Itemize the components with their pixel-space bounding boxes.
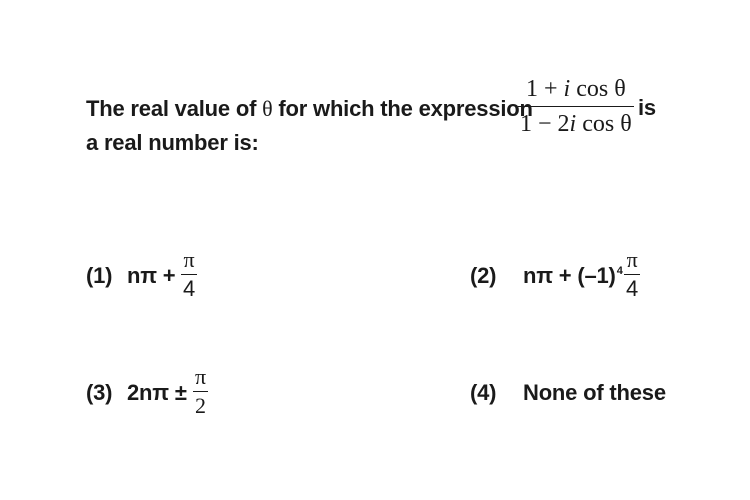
option-2-number[interactable]: (2): [470, 263, 497, 288]
option-3-frac-den: 2: [195, 393, 207, 418]
option-4-text[interactable]: None of these: [523, 380, 666, 405]
option-4-number[interactable]: (4): [470, 380, 497, 405]
expression-denominator: [518, 107, 634, 136]
question-suffix: for which the expression: [272, 96, 533, 121]
option-2-frac-den: 4: [626, 276, 639, 301]
denominator-imaginary-unit: i: [569, 111, 577, 137]
option-3-text[interactable]: 2nπ ±: [127, 380, 187, 405]
question-trailing-word: is: [638, 95, 656, 120]
question-line-2: a real number is:: [86, 130, 259, 155]
option-2-main: nπ + (–1): [523, 263, 616, 288]
option-2-fraction: [624, 249, 640, 300]
option-1-fraction: [181, 249, 197, 300]
option-1-frac-den: 4: [183, 276, 196, 301]
option-2-frac-num: π: [626, 247, 638, 272]
expression-numerator: [524, 77, 628, 106]
option-3-number[interactable]: (3): [86, 380, 113, 405]
theta-symbol: θ: [262, 96, 273, 121]
option-3-frac-num: π: [195, 364, 207, 389]
option-1-number[interactable]: (1): [86, 263, 113, 288]
denominator-pre: 1 − 2: [520, 111, 570, 137]
option-2-text[interactable]: [523, 263, 623, 289]
option-1-frac-num: π: [183, 247, 195, 272]
option-2-superscript: 4: [616, 265, 623, 277]
denominator-post: cos θ: [576, 111, 632, 137]
option-3-fraction: [193, 366, 208, 417]
numerator-post: cos θ: [570, 76, 626, 102]
numerator-pre: 1 +: [526, 76, 564, 102]
numerator-imaginary-unit: i: [563, 76, 571, 102]
option-1-text[interactable]: nπ +: [127, 263, 176, 288]
expression-fraction: [518, 77, 634, 136]
question-line-1: [86, 96, 533, 122]
question-prefix: The real value of: [86, 96, 263, 121]
